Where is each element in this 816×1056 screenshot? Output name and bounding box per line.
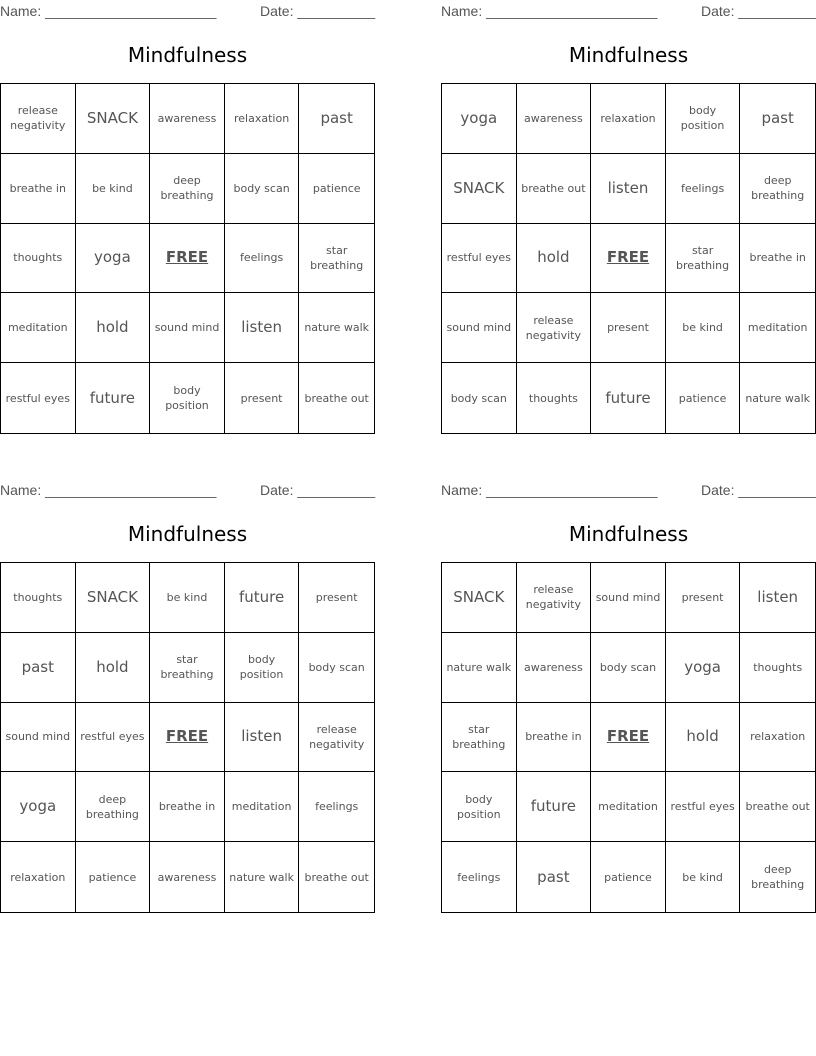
bingo-cell[interactable]: body position: [442, 772, 517, 842]
bingo-cell[interactable]: restful eyes: [666, 772, 741, 842]
bingo-cell[interactable]: breathe in: [150, 772, 225, 842]
date-field[interactable]: Date: __________: [260, 3, 376, 19]
bingo-cell[interactable]: thoughts: [1, 563, 76, 633]
bingo-grid: [441, 562, 816, 913]
bingo-cell[interactable]: body scan: [591, 633, 666, 703]
bingo-cell[interactable]: breathe in: [1, 154, 76, 224]
bingo-cell[interactable]: SNACK: [442, 154, 517, 224]
bingo-cell[interactable]: past: [299, 84, 374, 154]
bingo-cell[interactable]: deep breathing: [76, 772, 151, 842]
bingo-cell[interactable]: meditation: [591, 772, 666, 842]
bingo-cell[interactable]: star breathing: [150, 633, 225, 703]
bingo-grid: [0, 562, 375, 913]
card-title: Mindfulness: [568, 43, 689, 67]
bingo-cell[interactable]: relaxation: [1, 842, 76, 912]
bingo-cell[interactable]: present: [591, 293, 666, 363]
bingo-cell[interactable]: thoughts: [1, 224, 76, 294]
bingo-cell[interactable]: hold: [666, 703, 741, 773]
bingo-cell[interactable]: body scan: [225, 154, 300, 224]
free-space-cell[interactable]: FREE: [591, 703, 666, 773]
bingo-cell[interactable]: be kind: [76, 154, 151, 224]
bingo-cell[interactable]: body position: [150, 363, 225, 433]
bingo-cell[interactable]: restful eyes: [76, 703, 151, 773]
bingo-cell[interactable]: restful eyes: [442, 224, 517, 294]
bingo-cell[interactable]: body position: [666, 84, 741, 154]
bingo-cell[interactable]: release negativity: [517, 563, 592, 633]
bingo-cell[interactable]: sound mind: [1, 703, 76, 773]
bingo-cell[interactable]: yoga: [666, 633, 741, 703]
bingo-cell[interactable]: deep breathing: [751, 863, 805, 892]
bingo-cell[interactable]: feelings: [225, 224, 300, 294]
bingo-cell[interactable]: yoga: [76, 224, 151, 294]
card-header: [441, 3, 816, 21]
bingo-cell[interactable]: breathe in: [517, 703, 592, 773]
bingo-cell[interactable]: hold: [76, 293, 151, 363]
bingo-cell[interactable]: present: [225, 363, 300, 433]
bingo-cell[interactable]: future: [517, 772, 592, 842]
bingo-cell[interactable]: past: [740, 84, 815, 154]
bingo-cell[interactable]: SNACK: [76, 84, 151, 154]
bingo-cell[interactable]: nature walk: [745, 391, 811, 405]
bingo-cell[interactable]: future: [225, 563, 300, 633]
card-header: [441, 482, 816, 500]
bingo-cell[interactable]: star breathing: [442, 703, 517, 773]
bingo-cell[interactable]: present: [299, 563, 374, 633]
bingo-cell[interactable]: breathe out: [740, 772, 815, 842]
bingo-cell[interactable]: release negativity: [299, 703, 374, 773]
bingo-cell[interactable]: yoga: [1, 772, 76, 842]
bingo-cell[interactable]: yoga: [442, 84, 517, 154]
bingo-cell[interactable]: patience: [299, 154, 374, 224]
bingo-cell[interactable]: body scan: [299, 633, 374, 703]
bingo-cell[interactable]: body position: [225, 633, 300, 703]
bingo-cell[interactable]: relaxation: [225, 84, 300, 154]
bingo-cell[interactable]: thoughts: [740, 633, 815, 703]
bingo-card-3: [0, 479, 375, 919]
free-space-cell[interactable]: FREE: [591, 224, 666, 294]
card-header: [0, 482, 375, 500]
bingo-cell[interactable]: patience: [76, 842, 151, 912]
bingo-cell[interactable]: patience: [591, 842, 666, 912]
bingo-cell[interactable]: past: [517, 842, 592, 912]
bingo-cell[interactable]: star breathing: [299, 224, 374, 294]
bingo-cell[interactable]: relaxation: [740, 703, 815, 773]
bingo-cell[interactable]: SNACK: [76, 563, 151, 633]
name-field[interactable]: Name: ______________________: [441, 482, 658, 498]
bingo-cell[interactable]: be kind: [666, 842, 741, 912]
bingo-cell[interactable]: nature walk: [299, 293, 374, 363]
bingo-cell[interactable]: release negativity: [517, 293, 592, 363]
date-field[interactable]: Date: __________: [260, 482, 376, 498]
bingo-card-4: [441, 479, 816, 919]
bingo-cell[interactable]: awareness: [150, 842, 225, 912]
name-field[interactable]: Name: ______________________: [0, 482, 217, 498]
bingo-cell[interactable]: awareness: [517, 633, 592, 703]
free-space-cell[interactable]: FREE: [150, 703, 225, 773]
bingo-cell[interactable]: past: [1, 633, 76, 703]
bingo-cell[interactable]: hold: [517, 224, 592, 294]
bingo-cell[interactable]: meditation: [1, 293, 76, 363]
bingo-cell[interactable]: awareness: [150, 84, 225, 154]
bingo-cell[interactable]: present: [666, 563, 741, 633]
bingo-cell[interactable]: breathe in: [740, 224, 815, 294]
card-title: Mindfulness: [127, 43, 248, 67]
free-space-cell[interactable]: FREE: [150, 224, 225, 294]
card-title: Mindfulness: [127, 522, 248, 546]
bingo-cell[interactable]: listen: [225, 293, 300, 363]
bingo-cell[interactable]: future: [76, 363, 151, 433]
bingo-cell[interactable]: listen: [591, 154, 666, 224]
bingo-grid: [441, 83, 816, 434]
bingo-cell[interactable]: breathe out: [304, 870, 369, 884]
date-field[interactable]: Date: __________: [701, 3, 816, 19]
bingo-cell[interactable]: relaxation: [591, 84, 666, 154]
bingo-cell[interactable]: feelings: [442, 842, 517, 912]
bingo-cell[interactable]: sound mind: [442, 293, 517, 363]
bingo-cell[interactable]: release negativity: [1, 84, 76, 154]
bingo-cell[interactable]: star breathing: [666, 224, 741, 294]
name-field[interactable]: Name: ______________________: [441, 3, 658, 19]
bingo-cell[interactable]: listen: [740, 563, 815, 633]
bingo-cell[interactable]: sound mind: [150, 293, 225, 363]
bingo-cell[interactable]: feelings: [666, 154, 741, 224]
bingo-card-2: [441, 0, 816, 440]
bingo-cell[interactable]: body scan: [442, 363, 517, 433]
bingo-cell[interactable]: deep breathing: [740, 154, 815, 224]
bingo-cell[interactable]: meditation: [225, 772, 300, 842]
bingo-cell[interactable]: breathe out: [517, 154, 592, 224]
bingo-cell[interactable]: meditation: [740, 293, 815, 363]
bingo-card-1: [0, 0, 375, 440]
bingo-cell[interactable]: deep breathing: [150, 154, 225, 224]
bingo-cell[interactable]: SNACK: [442, 563, 517, 633]
bingo-cell[interactable]: thoughts: [517, 363, 592, 433]
bingo-cell[interactable]: be kind: [150, 563, 225, 633]
bingo-cell[interactable]: future: [591, 363, 666, 433]
bingo-cell[interactable]: nature walk: [225, 842, 300, 912]
bingo-cell[interactable]: breathe out: [304, 391, 369, 405]
card-header: [0, 3, 375, 21]
name-field[interactable]: Name: ______________________: [0, 3, 217, 19]
bingo-cell[interactable]: sound mind: [591, 563, 666, 633]
bingo-cell[interactable]: listen: [225, 703, 300, 773]
bingo-cell[interactable]: hold: [76, 633, 151, 703]
bingo-grid: [0, 83, 375, 434]
bingo-cell[interactable]: awareness: [517, 84, 592, 154]
card-title: Mindfulness: [568, 522, 689, 546]
bingo-cell[interactable]: nature walk: [442, 633, 517, 703]
date-field[interactable]: Date: __________: [701, 482, 816, 498]
bingo-cell[interactable]: restful eyes: [1, 363, 76, 433]
bingo-cell[interactable]: feelings: [299, 772, 374, 842]
bingo-cell[interactable]: be kind: [666, 293, 741, 363]
bingo-cell[interactable]: patience: [666, 363, 741, 433]
